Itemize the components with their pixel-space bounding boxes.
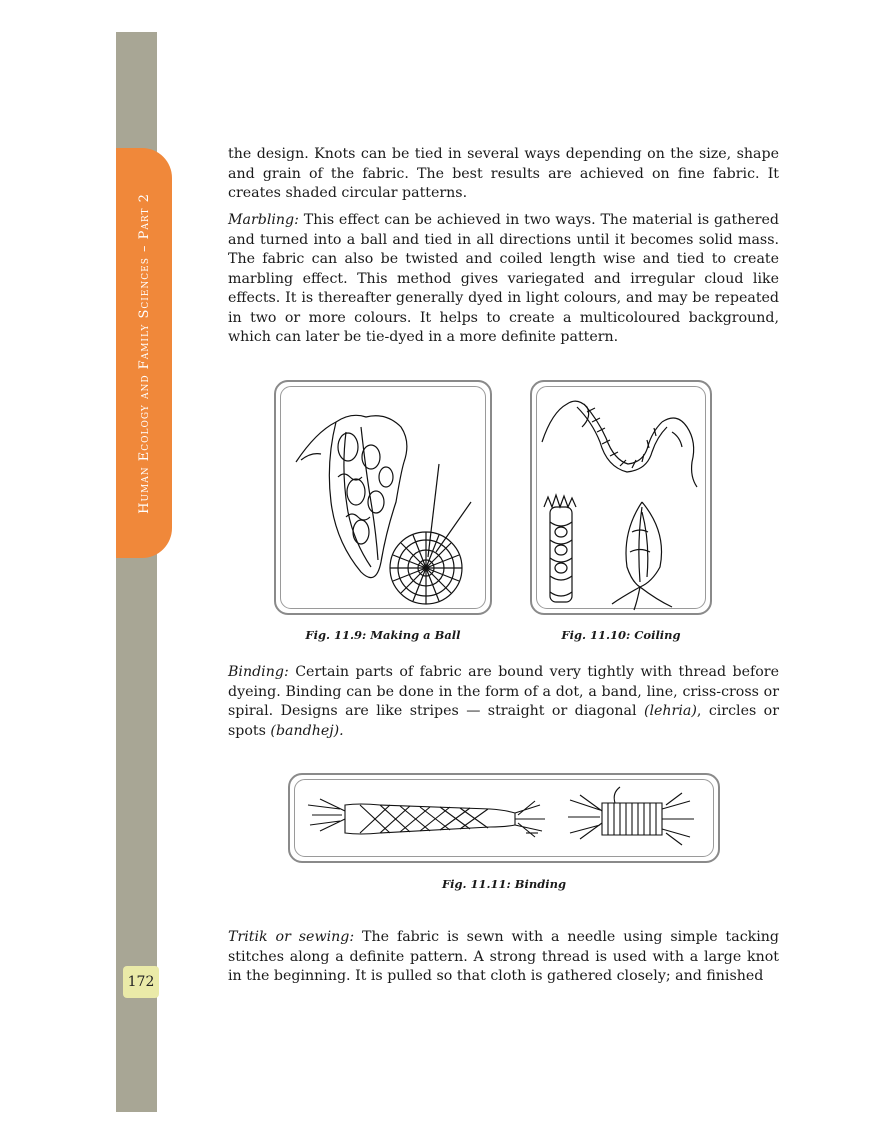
binding-illustration — [290, 775, 722, 865]
tritik-term: Tritik or sewing: — [228, 929, 355, 945]
binding-bandhej: (bandhej). — [270, 722, 344, 739]
paragraph-marbling — [228, 211, 779, 348]
binding-text-2: , circles or spots — [228, 703, 779, 739]
page-number: 172 — [123, 966, 159, 998]
book-title: Human Ecology and Family Sciences – Part 2 — [136, 192, 152, 514]
binding-text-1: Certain parts of fabric are bound very tightly with thread before dyeing. Binding can be done in the form of a dot, a band, line, criss-cross or spiral. Designs are like stripes — straight or diagonal — [228, 664, 779, 719]
figure-binding — [288, 773, 720, 863]
caption-coiling: Fig. 11.10: Coiling — [561, 628, 681, 642]
binding-term: Binding: — [228, 664, 289, 680]
figure-making-ball — [274, 380, 492, 615]
marbling-text: This effect can be achieved in two ways. The material is gathered and turned into a ball and tied in all directions until it becomes solid mass. The fabric can also be twisted and coiled length wise and tied to create marbling effect. This method gives variegated and irregular cloud like effects. It is thereafter generally dyed in light colours, and may be repeated in two or more colours. It helps to create a multicoloured background, which can later be tie-dyed in a more definite pattern. — [228, 212, 779, 345]
coiling-illustration — [532, 382, 714, 617]
book-title-container — [116, 148, 172, 558]
paragraph-tritik — [228, 928, 779, 987]
paragraph-binding — [228, 663, 779, 741]
binding-lehria: (lehria) — [643, 703, 697, 719]
paragraph-knots: the design. Knots can be tied in several ways depending on the size, shape and grain of the fabric. The best results are achieved on fine fabric. It creates shaded circular patterns. — [228, 146, 779, 201]
caption-making-ball: Fig. 11.9: Making a Ball — [305, 628, 461, 642]
caption-binding: Fig. 11.11: Binding — [441, 877, 567, 891]
making-ball-illustration — [276, 382, 494, 617]
tritik-text: The fabric is sewn with a needle using simple tacking stitches along a definite pattern. A strong thread is used with a large knot in the beginning. It is pulled so that cloth is gathered closely; and finished — [228, 929, 779, 984]
marbling-term: Marbling: — [228, 212, 299, 228]
figure-coiling — [530, 380, 712, 615]
